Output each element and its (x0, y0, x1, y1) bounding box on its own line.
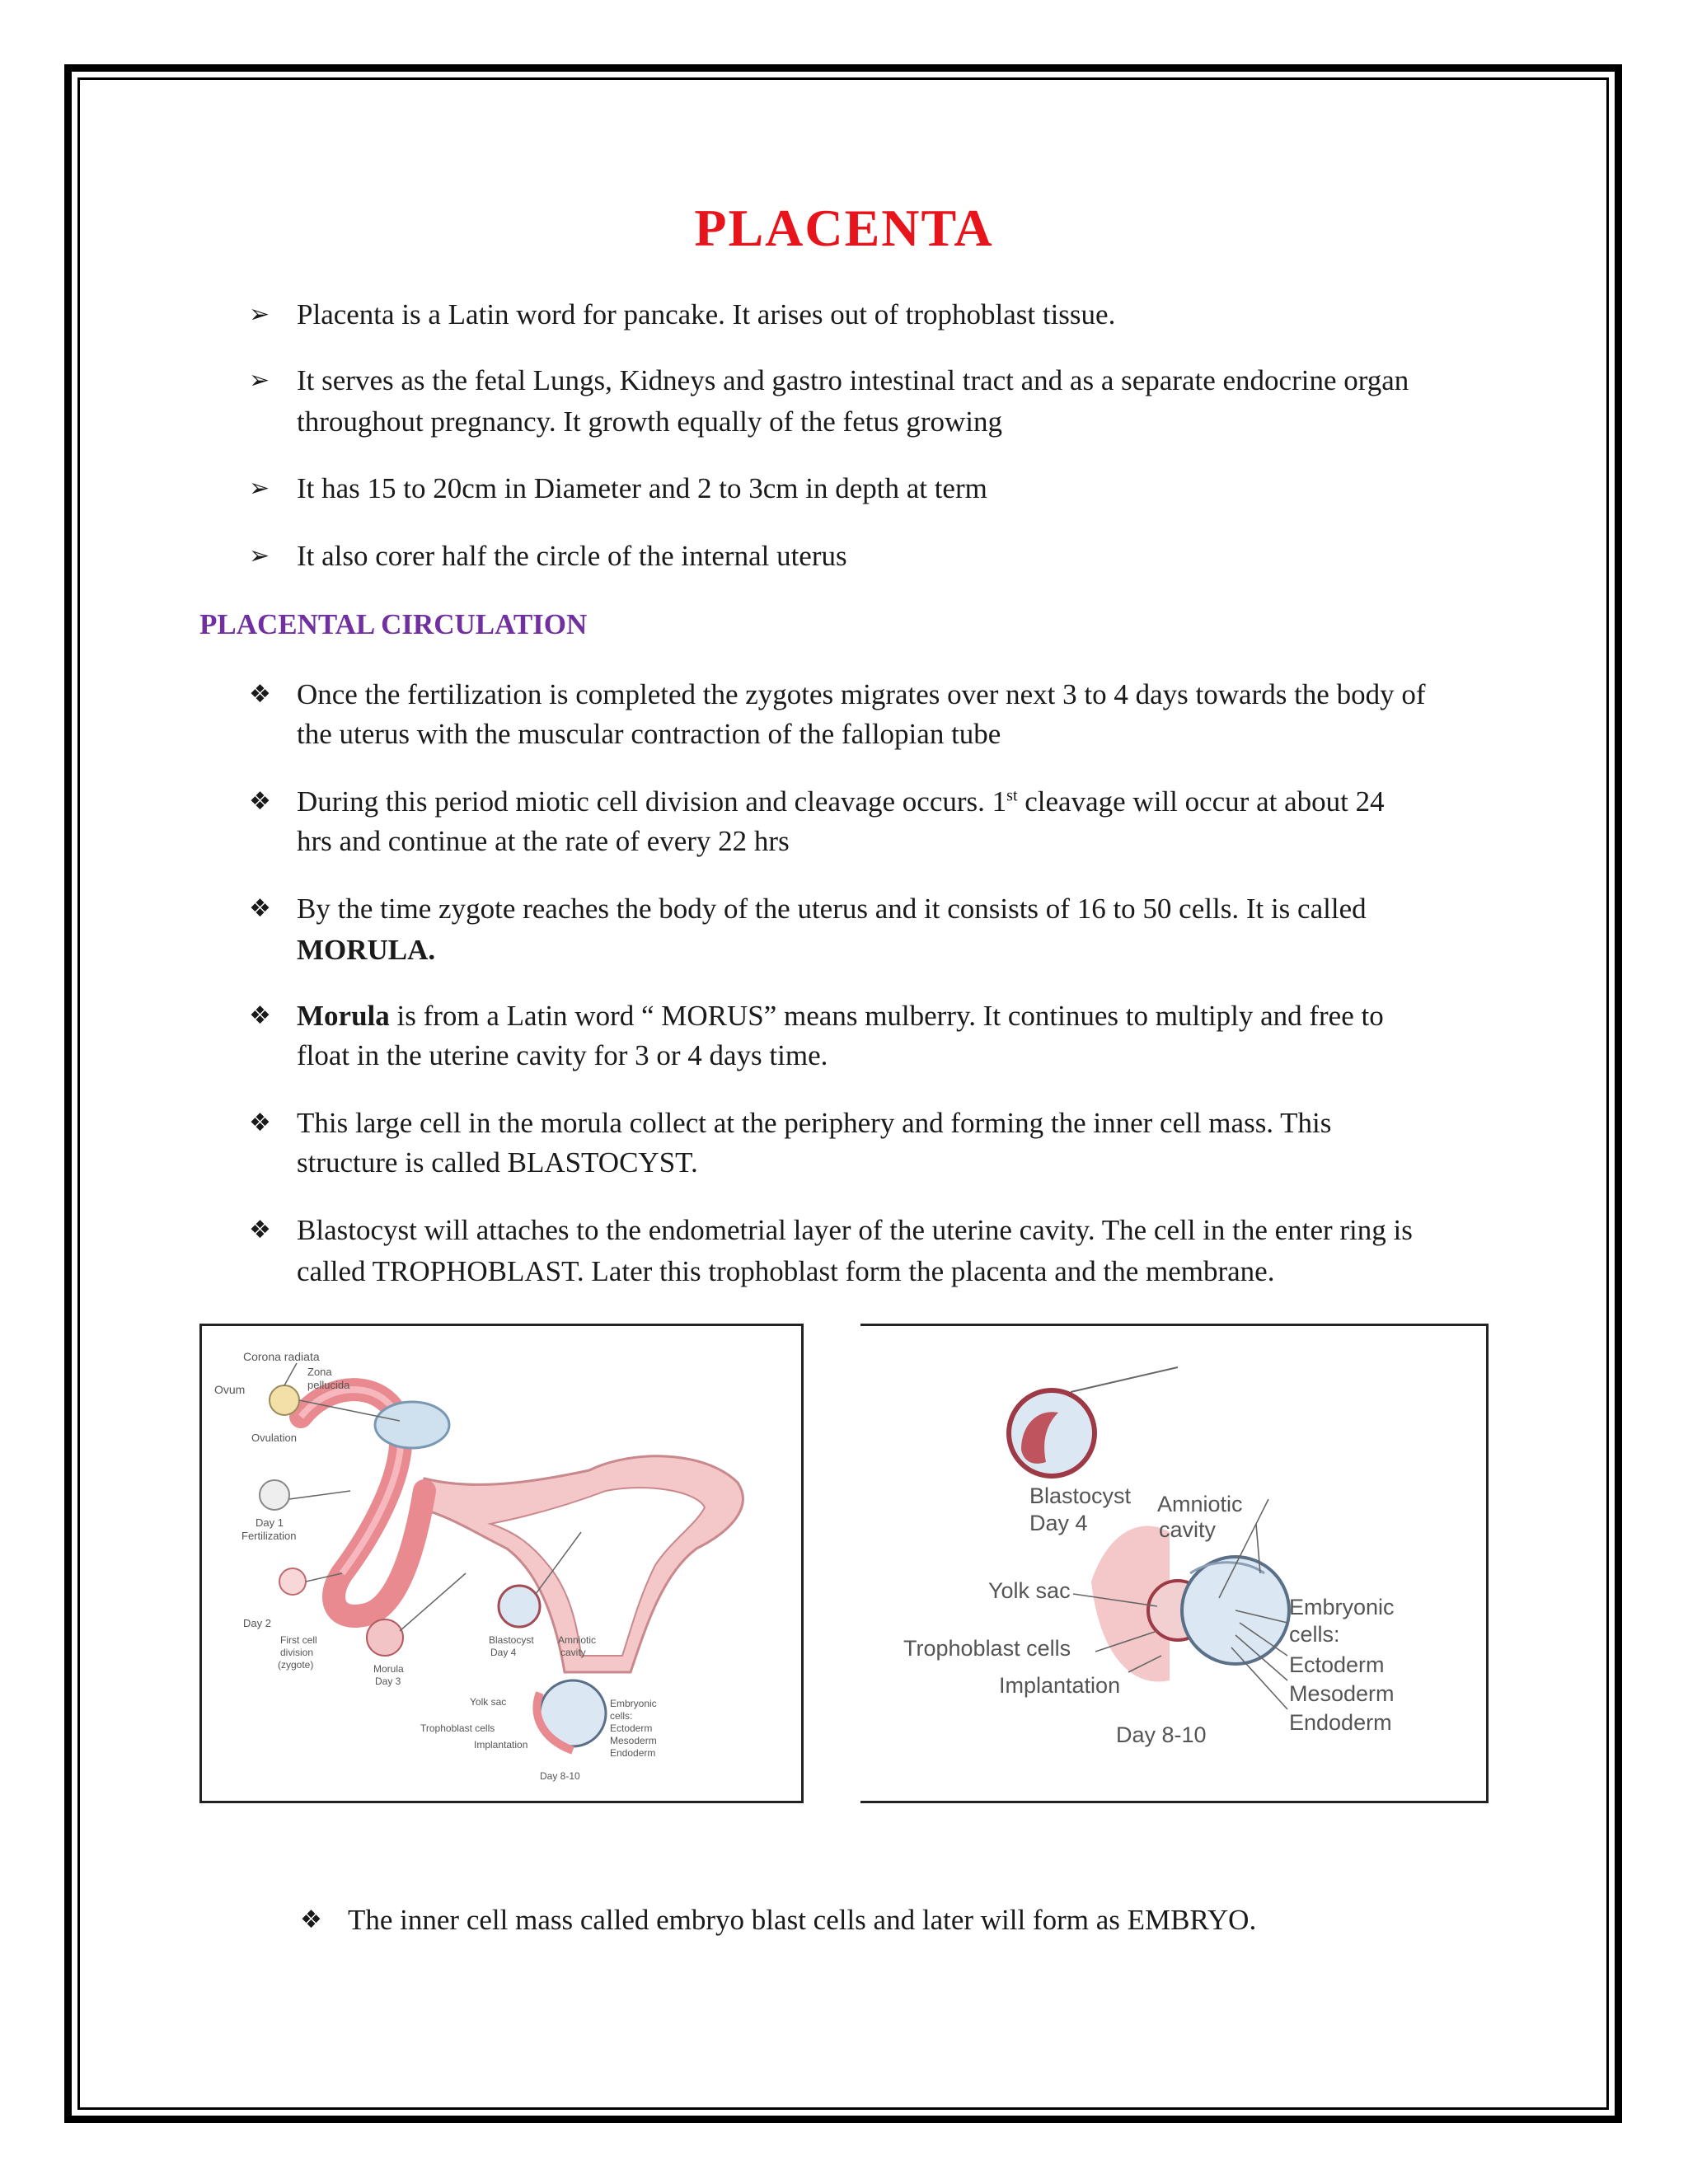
label-amniotic: Amniotic (558, 1634, 597, 1646)
label-day-8-10: Day 8-10 (1116, 1722, 1207, 1747)
bullet-text: float in the uterine cavity for 3 or 4 days time. (297, 1039, 828, 1071)
bullet-text: It also corer half the circle of the internal uterus (297, 540, 847, 572)
bullet-text: structure is called BLASTOCYST. (297, 1146, 698, 1179)
bullet-text: MORULA. (297, 934, 436, 966)
label-ectoderm: Ectoderm (1289, 1652, 1385, 1677)
morula-cell (367, 1619, 403, 1656)
label-pellucida: pellucida (307, 1379, 350, 1391)
leader-line (1071, 1367, 1178, 1392)
label-blastocyst: Blastocyst (489, 1634, 534, 1646)
arrow-bullet-icon: ➢ (249, 366, 270, 395)
bullet-text: the uterus with the muscular contraction of the fallopian tube (297, 718, 1001, 750)
label-corona-radiata: Corona radiata (243, 1350, 320, 1363)
diamond-bullet-icon: ❖ (249, 1216, 271, 1244)
bullet-text: By the time zygote reaches the body of the uterus and it consists of 16 to 50 cells. It is called (297, 893, 1367, 925)
blastocyst-diagram (860, 1326, 1486, 1801)
fertilization-cell (260, 1480, 289, 1510)
bullet-text: The inner cell mass called embryo blast cells and later will form as EMBRYO. (348, 1904, 1257, 1936)
label-cells: cells: (1289, 1622, 1340, 1647)
label-embryonic: Embryonic (1289, 1595, 1395, 1619)
label-mesoderm: Mesoderm (610, 1735, 657, 1746)
label-fertilization: Fertilization (241, 1530, 297, 1542)
diamond-bullet-icon: ❖ (300, 1905, 322, 1934)
bullet-text: During this period miotic cell division and cleavage occurs. 1st cleavage will occur at about 24 (297, 785, 1385, 818)
bullet-text: Placenta is a Latin word for pancake. It arises out of trophoblast tissue. (297, 298, 1116, 330)
label-zona: Zona (307, 1366, 332, 1378)
label-yolk-sac: Yolk sac (470, 1696, 507, 1708)
label-day1: Day 1 (256, 1516, 284, 1529)
section-heading: PLACENTAL CIRCULATION (199, 608, 588, 640)
label-day4: Day 4 (490, 1647, 517, 1658)
label-cavity: cavity (560, 1647, 586, 1658)
ovary (375, 1402, 449, 1448)
label-amniotic: Amniotic (1157, 1492, 1243, 1516)
blastocyst-day4 (1009, 1390, 1095, 1476)
bullet-text: Blastocyst will attaches to the endometrial layer of the uterine cavity. The cell in the enter ring is (297, 1214, 1413, 1246)
page-title: PLACENTA (694, 199, 994, 257)
figure-implantation-overview (199, 1324, 804, 1803)
diamond-bullet-icon: ❖ (249, 894, 271, 923)
bullet-text: This large cell in the morula collect at the periphery and forming the inner cell mass. This (297, 1107, 1332, 1139)
label-blastocyst: Blastocyst (1029, 1483, 1132, 1508)
label-day3: Day 3 (375, 1675, 401, 1687)
arrow-bullet-icon: ➢ (249, 541, 270, 570)
label-endoderm: Endoderm (1289, 1710, 1392, 1735)
label-implantation: Implantation (999, 1673, 1121, 1698)
label-cavity: cavity (1159, 1517, 1217, 1542)
uterus-diagram (202, 1326, 801, 1801)
label-ectoderm: Ectoderm (610, 1722, 653, 1734)
bullet-text: It has 15 to 20cm in Diameter and 2 to 3cm in depth at term (297, 472, 987, 504)
bullet-text: Once the fertilization is completed the zygotes migrates over next 3 to 4 days towards the body of (297, 678, 1426, 710)
diamond-bullet-icon: ❖ (249, 680, 271, 709)
label-trophoblast-cells: Trophoblast cells (903, 1636, 1071, 1661)
label-first-cell: First cell (280, 1634, 317, 1646)
label-ovulation: Ovulation (251, 1432, 297, 1444)
label-day4: Day 4 (1029, 1511, 1088, 1535)
label-day-8-10: Day 8-10 (540, 1770, 580, 1782)
arrow-bullet-icon: ➢ (249, 300, 270, 329)
label-ovum: Ovum (214, 1383, 246, 1396)
figure-blastocyst-detail (860, 1324, 1489, 1803)
bullet-text: Morula is from a Latin word “ MORUS” means mulberry. It continues to multiply and free to (297, 1000, 1384, 1032)
first-division-cell (279, 1568, 306, 1595)
label-endoderm: Endoderm (610, 1747, 656, 1759)
diamond-bullet-icon: ❖ (249, 1108, 271, 1137)
blastocyst-cell (499, 1586, 540, 1627)
diamond-bullet-icon: ❖ (249, 787, 271, 816)
bullet-text: It serves as the fetal Lungs, Kidneys and gastro intestinal tract and as a separate endocrine organ (297, 364, 1409, 396)
label-morula: Morula (373, 1663, 404, 1675)
label-day2: Day 2 (243, 1617, 271, 1629)
arrow-bullet-icon: ➢ (249, 474, 270, 503)
bullet-text: throughout pregnancy. It growth equally of the fetus growing (297, 405, 1002, 438)
label-cells: cells: (610, 1710, 633, 1722)
label-trophoblast-cells: Trophoblast cells (420, 1722, 495, 1734)
diamond-bullet-icon: ❖ (249, 1001, 271, 1030)
label-embryonic: Embryonic (610, 1698, 657, 1709)
label-zygote: (zygote) (278, 1659, 314, 1671)
bullet-text: called TROPHOBLAST. Later this trophoblast form the placenta and the membrane. (297, 1255, 1275, 1287)
label-division: division (280, 1647, 314, 1658)
bullet-text: hrs and continue at the rate of every 22 hrs (297, 825, 790, 857)
label-yolk-sac: Yolk sac (988, 1578, 1071, 1603)
ovum-cell (270, 1385, 299, 1415)
label-implantation: Implantation (474, 1739, 528, 1750)
label-mesoderm: Mesoderm (1289, 1681, 1395, 1706)
